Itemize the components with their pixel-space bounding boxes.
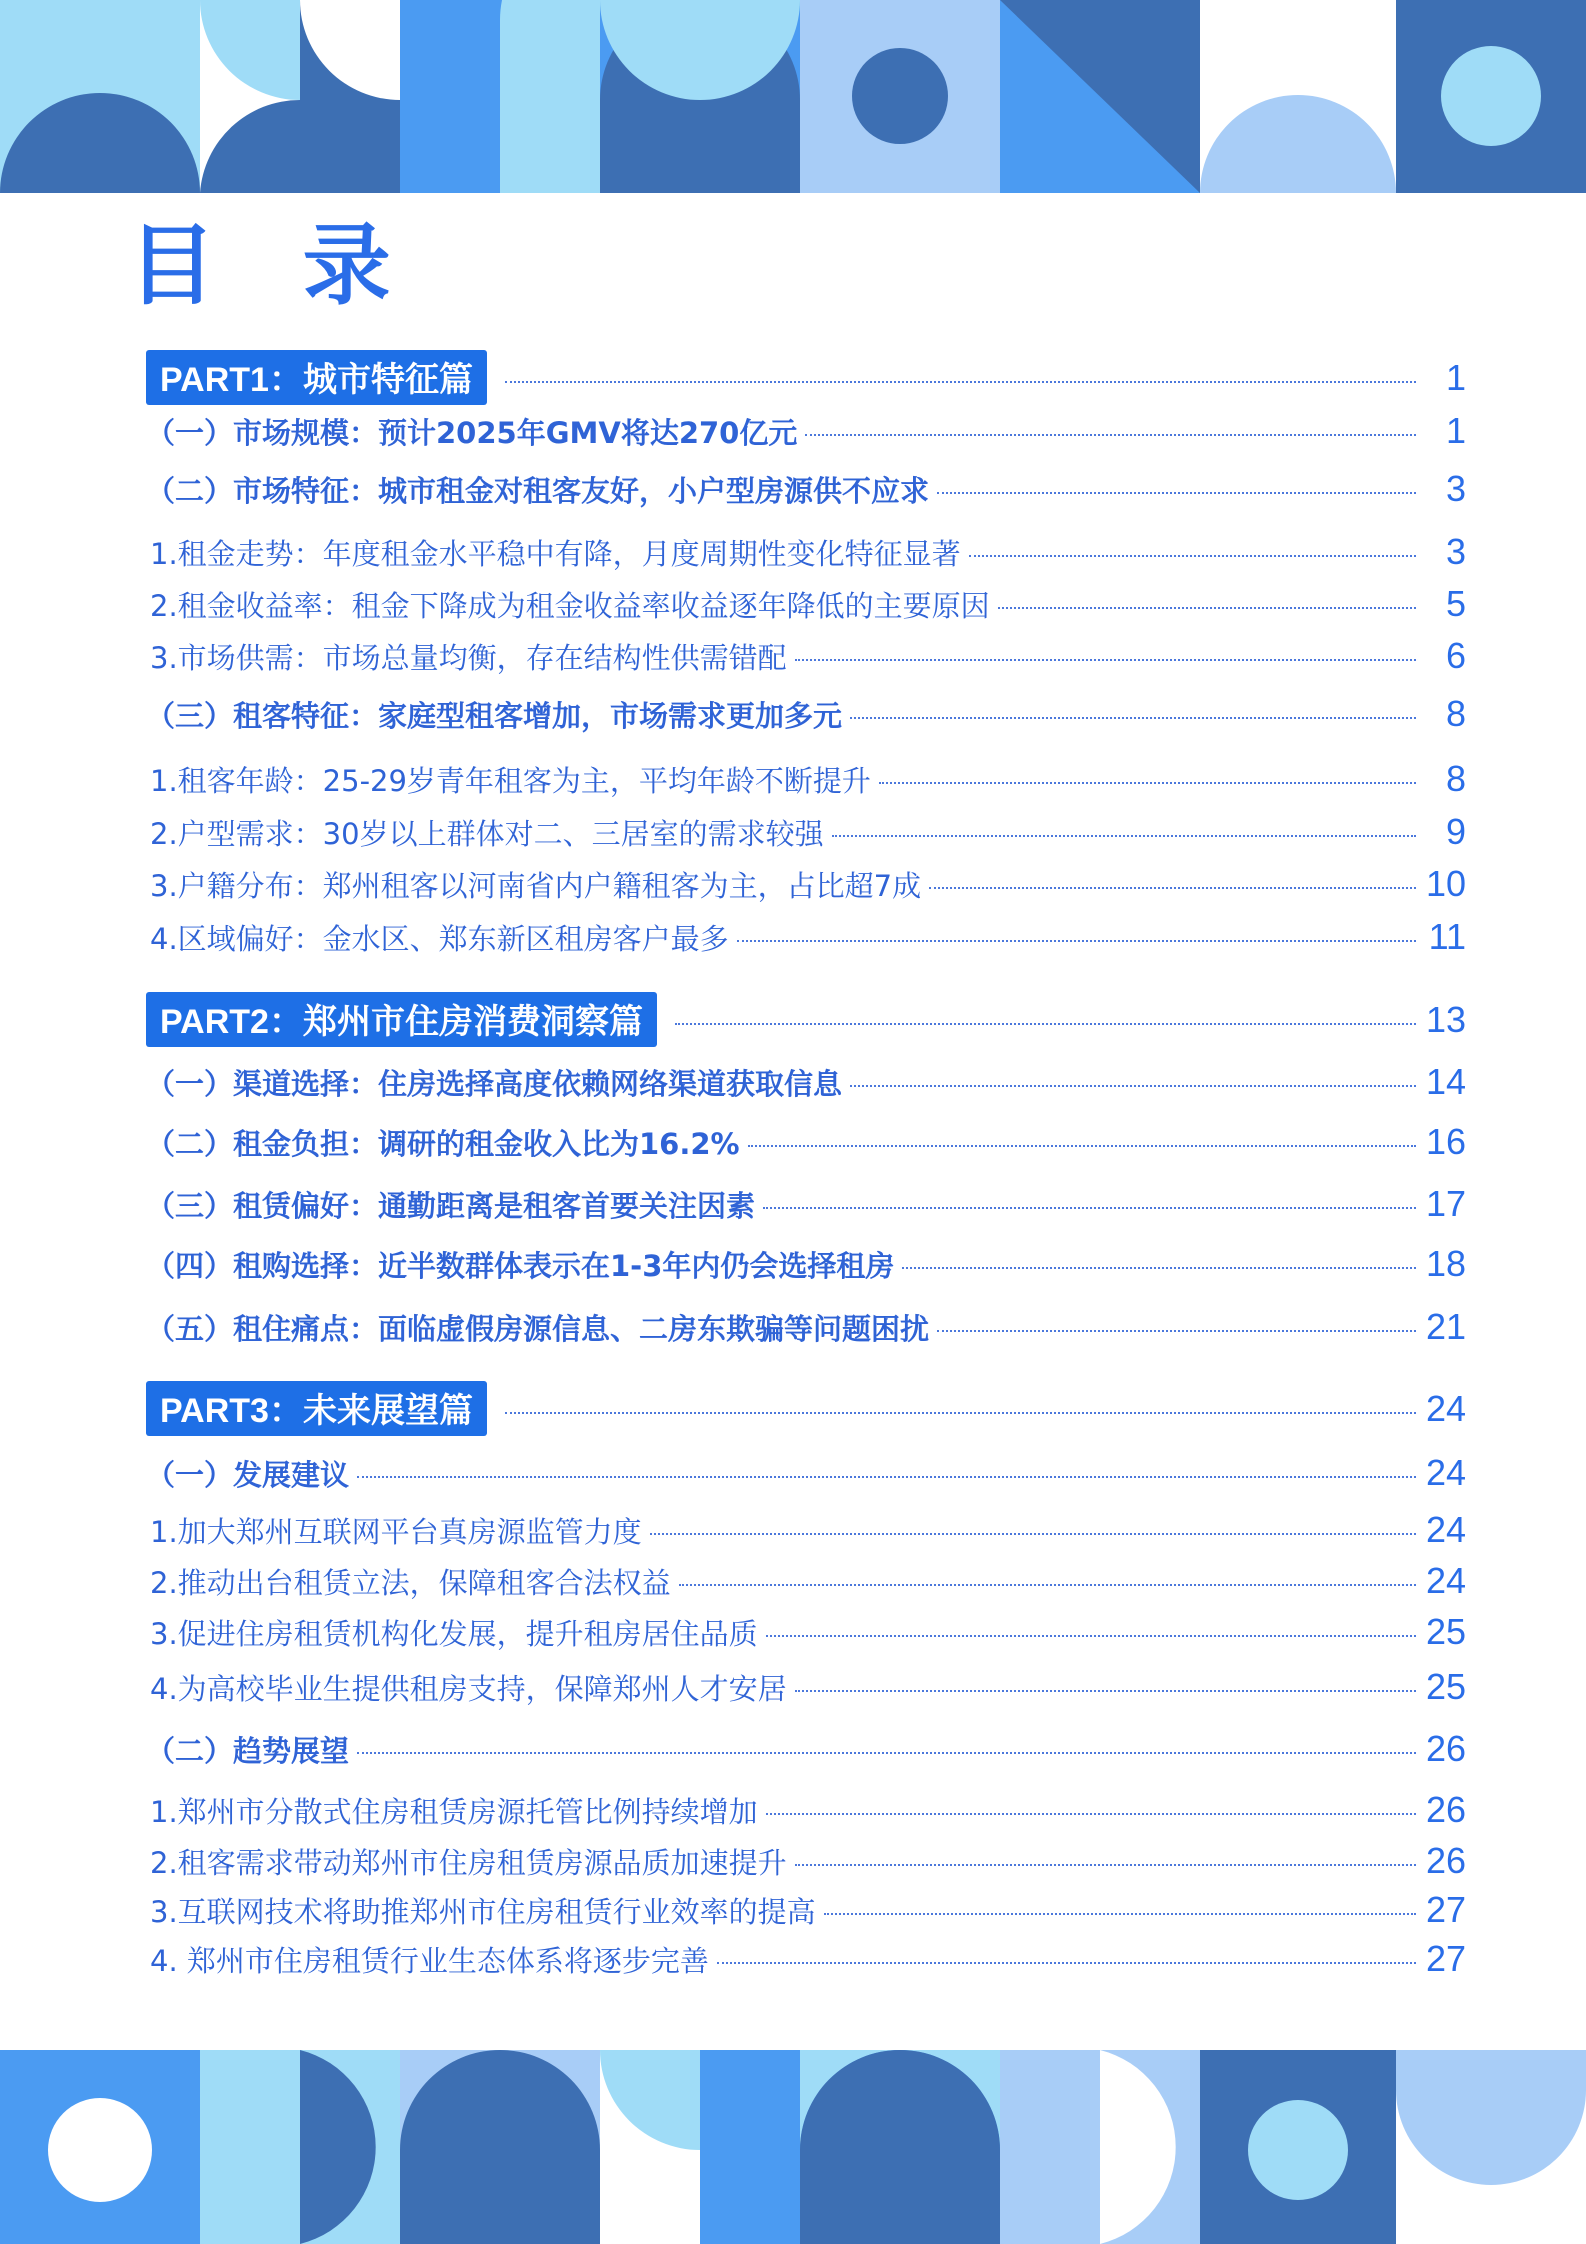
toc-item-label: 1.租金走势：年度租金水平稳中有降，月度周期性变化特征显著 <box>150 536 961 571</box>
toc-section-row[interactable] <box>146 1121 1466 1163</box>
dotted-leader <box>766 1813 1416 1815</box>
toc-section-row[interactable] <box>146 1183 1466 1225</box>
toc-item-row[interactable] <box>146 635 1466 677</box>
toc-item-row[interactable] <box>146 758 1466 800</box>
dotted-leader <box>505 381 1416 383</box>
dotted-leader <box>969 555 1416 557</box>
toc-section-label: （三）租赁偏好：通勤距离是租客首要关注因素 <box>146 1188 756 1223</box>
toc-item-row[interactable] <box>146 1840 1466 1882</box>
toc-section-row[interactable] <box>146 468 1466 510</box>
toc-page-number: 1 <box>1445 410 1466 451</box>
dotted-leader <box>937 1330 1416 1332</box>
toc-page-number: 1 <box>1445 356 1466 398</box>
toc-section-label: （二）趋势展望 <box>146 1733 350 1768</box>
toc-page-number: 9 <box>1445 811 1466 852</box>
toc-item-label: 2.租金收益率：租金下降成为租金收益率收益逐年降低的主要原因 <box>150 588 990 623</box>
toc-part-row[interactable] <box>146 1381 1466 1436</box>
toc-item-label: 3.户籍分布：郑州租客以河南省内户籍租客为主，占比超7成 <box>150 868 922 903</box>
toc-page-number: 24 <box>1425 1560 1466 1601</box>
page-title: 目 录 <box>128 214 419 317</box>
toc-section-label: （一）市场规模：预计2025年GMV将达270亿元 <box>146 415 798 450</box>
toc-page-number: 8 <box>1445 693 1466 734</box>
toc-section-row[interactable] <box>146 1061 1466 1103</box>
toc-section-label: （一）发展建议 <box>146 1457 350 1492</box>
dotted-leader <box>850 1085 1416 1087</box>
toc-item-label: 1.租客年龄：25-29岁青年租客为主，平均年龄不断提升 <box>150 763 871 798</box>
toc-page-number: 26 <box>1425 1789 1466 1830</box>
toc-page-number: 5 <box>1445 583 1466 624</box>
toc-item-row[interactable] <box>146 1938 1466 1980</box>
toc-item-label: 3.市场供需：市场总量均衡，存在结构性供需错配 <box>150 640 787 675</box>
dotted-leader <box>357 1752 1416 1754</box>
toc-section-label: （二）市场特征：城市租金对租客友好，小户型房源供不应求 <box>146 473 930 508</box>
toc-item-row[interactable] <box>146 863 1466 905</box>
toc-page-number: 10 <box>1425 863 1466 904</box>
toc-page-number: 3 <box>1445 468 1466 509</box>
dotted-leader <box>795 1864 1416 1866</box>
toc-page-number: 21 <box>1425 1306 1466 1347</box>
geometric-pattern-top <box>0 0 1586 193</box>
toc-part-row[interactable] <box>146 350 1466 405</box>
toc-item-label: 2.推动出台租赁立法，保障租客合法权益 <box>150 1565 671 1600</box>
dotted-leader <box>795 659 1416 661</box>
toc-item-row[interactable] <box>146 1611 1466 1653</box>
dotted-leader <box>902 1267 1416 1269</box>
toc-page-number: 25 <box>1425 1666 1466 1707</box>
dotted-leader <box>717 1962 1416 1964</box>
toc-page-number: 11 <box>1428 916 1466 957</box>
toc-item-row[interactable] <box>146 583 1466 625</box>
dotted-leader <box>748 1145 1416 1147</box>
dotted-leader <box>832 835 1416 837</box>
toc-page-number: 18 <box>1425 1243 1466 1284</box>
toc-page-number: 27 <box>1425 1938 1466 1979</box>
toc-section-row[interactable] <box>146 1306 1466 1348</box>
toc-section-row[interactable] <box>146 693 1466 735</box>
toc-item-row[interactable] <box>146 1560 1466 1602</box>
toc-item-label: 4. 郑州市住房租赁行业生态体系将逐步完善 <box>150 1943 709 1978</box>
toc-page-number: 25 <box>1425 1611 1466 1652</box>
toc-page-number: 17 <box>1425 1183 1466 1224</box>
dotted-leader <box>650 1533 1416 1535</box>
toc-section-label: （四）租购选择：近半数群体表示在1-3年内仍会选择租房 <box>146 1248 895 1283</box>
toc-section-label: （三）租客特征：家庭型租客增加，市场需求更加多元 <box>146 698 843 733</box>
dotted-leader <box>850 717 1416 719</box>
dotted-leader <box>357 1476 1416 1478</box>
toc-page-number: 26 <box>1425 1840 1466 1881</box>
dotted-leader <box>879 782 1416 784</box>
toc-page-number: 14 <box>1425 1061 1466 1102</box>
toc-part-label: PART2：郑州市住房消费洞察篇 <box>146 992 657 1047</box>
toc-item-label: 2.租客需求带动郑州市住房租赁房源品质加速提升 <box>150 1845 787 1880</box>
toc-page-number: 24 <box>1425 1387 1466 1429</box>
dotted-leader <box>763 1207 1416 1209</box>
toc-section-label: （二）租金负担：调研的租金收入比为16.2% <box>146 1126 740 1161</box>
toc-page-number: 3 <box>1445 531 1466 572</box>
dotted-leader <box>766 1635 1416 1637</box>
toc-page-number: 26 <box>1425 1728 1466 1769</box>
toc-page-number: 16 <box>1425 1121 1466 1162</box>
toc-section-row[interactable] <box>146 1728 1466 1770</box>
toc-item-row[interactable] <box>146 1666 1466 1708</box>
dotted-leader <box>824 1913 1416 1915</box>
toc-page-number: 24 <box>1425 1509 1466 1550</box>
toc-page-number: 6 <box>1445 635 1466 676</box>
toc-item-label: 1.郑州市分散式住房租赁房源托管比例持续增加 <box>150 1794 758 1829</box>
toc-item-row[interactable] <box>146 916 1466 958</box>
toc-item-label: 4.为高校毕业生提供租房支持，保障郑州人才安居 <box>150 1671 787 1706</box>
toc-part-label: PART3：未来展望篇 <box>146 1381 487 1436</box>
toc-item-row[interactable] <box>146 531 1466 573</box>
toc-item-label: 3.互联网技术将助推郑州市住房租赁行业效率的提高 <box>150 1894 816 1929</box>
dotted-leader <box>795 1690 1416 1692</box>
top-decorative-banner <box>0 0 1586 193</box>
dotted-leader <box>998 607 1416 609</box>
dotted-leader <box>937 492 1416 494</box>
toc-page-number: 27 <box>1425 1889 1466 1930</box>
dotted-leader <box>805 434 1416 436</box>
toc-section-label: （一）渠道选择：住房选择高度依赖网络渠道获取信息 <box>146 1066 843 1101</box>
dotted-leader <box>505 1412 1416 1414</box>
geometric-pattern-bottom <box>0 2050 1586 2244</box>
toc-part-label: PART1：城市特征篇 <box>146 350 487 405</box>
toc-item-label: 1.加大郑州互联网平台真房源监管力度 <box>150 1514 642 1549</box>
toc-section-row[interactable] <box>146 1243 1466 1285</box>
toc-item-label: 2.户型需求：30岁以上群体对二、三居室的需求较强 <box>150 816 824 851</box>
toc-item-row[interactable] <box>146 811 1466 853</box>
toc-page-number: 8 <box>1445 758 1466 799</box>
toc-item-row[interactable] <box>146 1509 1466 1551</box>
toc-part-row[interactable] <box>146 992 1466 1047</box>
toc-item-label: 4.区域偏好：金水区、郑东新区租房客户最多 <box>150 921 729 956</box>
toc-page-number: 24 <box>1425 1452 1466 1493</box>
dotted-leader <box>679 1584 1416 1586</box>
dotted-leader <box>737 940 1416 942</box>
toc-section-label: （五）租住痛点：面临虚假房源信息、二房东欺骗等问题困扰 <box>146 1311 930 1346</box>
toc-page-number: 13 <box>1425 998 1466 1040</box>
toc-item-row[interactable] <box>146 1789 1466 1831</box>
toc-section-row[interactable] <box>146 410 1466 452</box>
dotted-leader <box>929 887 1416 889</box>
toc-item-row[interactable] <box>146 1889 1466 1931</box>
dotted-leader <box>675 1023 1416 1025</box>
bottom-decorative-banner <box>0 2050 1586 2244</box>
toc-item-label: 3.促进住房租赁机构化发展，提升租房居住品质 <box>150 1616 758 1651</box>
toc-section-row[interactable] <box>146 1452 1466 1494</box>
